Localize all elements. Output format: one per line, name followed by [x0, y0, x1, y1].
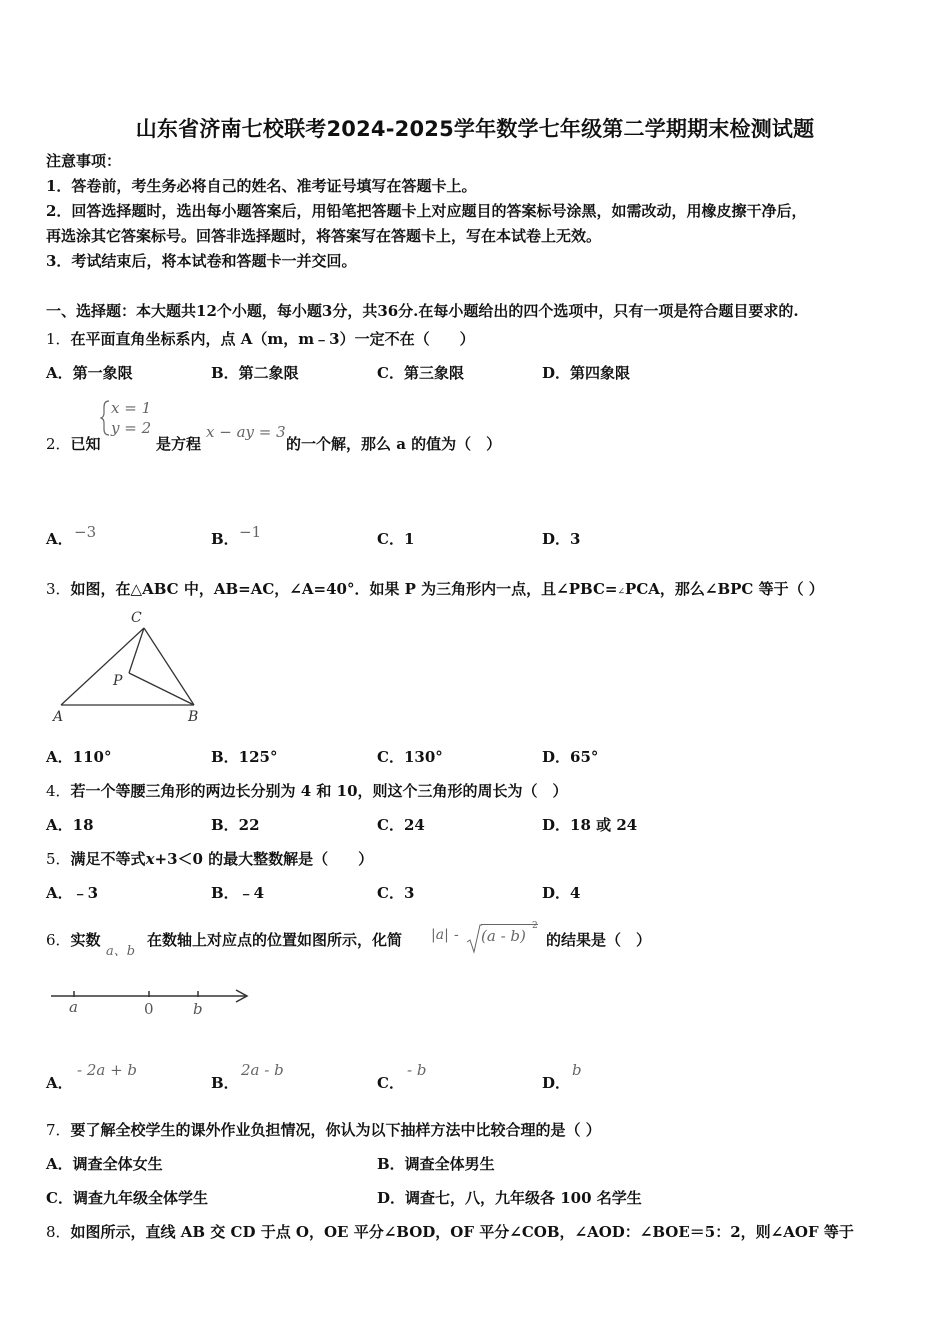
q2-option-c: C．1: [377, 530, 415, 548]
q6-option-d: D．: [542, 1074, 571, 1092]
side-bc: [144, 628, 194, 705]
sqrt-bar: [481, 924, 538, 925]
vertex-label-a: A: [53, 709, 64, 725]
page-title: 山东省济南七校联考2024-2025学年数学七年级第二学期期末检测试题: [135, 117, 815, 141]
notice-item-2b: 再选涂其它答案标号。回答非选择题时，将答案写在答题卡上，写在本试卷上无效。: [46, 227, 602, 245]
q3-option-d: D．65°: [542, 748, 599, 766]
q4-option-d: D．18 或 24: [542, 816, 638, 834]
option-label: A．: [46, 530, 73, 548]
question-number: 8．: [46, 1223, 71, 1241]
exponent: 2: [532, 921, 538, 931]
variables-a-b: a、b: [106, 944, 136, 959]
minus-sign: -: [454, 927, 459, 943]
q7-option-c: C．调查九年级全体学生: [46, 1189, 208, 1207]
q5-option-b: B．﹣4: [211, 884, 265, 902]
q2-option-d: D．3: [542, 530, 581, 548]
question-number: 4．: [46, 782, 71, 800]
q4-option-b: B．22: [211, 816, 260, 834]
sqrt-inner: (a - b): [481, 927, 526, 945]
question-4: [46, 781, 568, 801]
question-number: 3．: [46, 580, 71, 598]
notice-item-3: 3．考试结束后，将本试卷和答题卡一并交回。: [46, 252, 357, 270]
q2-option-b-value: −1: [239, 523, 262, 541]
question-text-2: PCA，那么∠BPC 等于（ ）: [625, 580, 824, 598]
q6-option-a-value: - 2a + b: [77, 1061, 138, 1079]
q6-option-b-value: 2a - b: [241, 1061, 284, 1079]
q1-option-a: A．第一象限: [46, 364, 133, 382]
question-number: 2．: [46, 435, 71, 453]
label-b: b: [193, 1000, 203, 1018]
question-text: 满足不等式: [70, 850, 146, 868]
point-label-p: P: [113, 673, 123, 689]
question-number: 6．: [46, 931, 71, 949]
q1-option-b: B．第二象限: [211, 364, 299, 382]
abs-a: |a|: [431, 927, 449, 943]
question-3: [46, 579, 824, 602]
question-1: [46, 329, 475, 349]
question-6-text-3: 的结果是（ ）: [546, 931, 652, 949]
question-text: 若一个等腰三角形的两边长分别为 4 和 10，则这个三角形的周长为（ ）: [70, 782, 568, 800]
q3-option-b: B．125°: [211, 748, 278, 766]
vertex-label-c: C: [131, 610, 142, 626]
triangle-figure: [46, 606, 216, 726]
option-label: B．: [211, 530, 239, 548]
sqrt-icon: [466, 924, 482, 956]
q7-option-a: A．调查全体女生: [46, 1155, 163, 1173]
notice-item-1: 1．答卷前，考生务必将自己的姓名、准考证号填写在答题卡上。: [46, 177, 477, 195]
small-angle-symbol: ∠: [617, 587, 626, 597]
q6-option-b: B．: [211, 1074, 239, 1092]
equation-system-brace: [100, 398, 160, 440]
q6-option-a: A．: [46, 1074, 73, 1092]
question-number: 5．: [46, 850, 71, 868]
question-6-start: [46, 930, 101, 950]
q3-option-a: A．110°: [46, 748, 112, 766]
notice-item-2a: 2．回答选择题时，选出每小题答案后，用铅笔把答题卡上对应题目的答案标号涂黑，如需改动，用橡皮擦干净后，: [46, 202, 807, 220]
question-number: 1．: [46, 330, 71, 348]
q6-option-d-value: b: [572, 1061, 582, 1079]
question-text: 如图所示，直线 AB 交 CD 于点 O，OE 平分∠BOD，OF 平分∠COB，∠AOD：∠BOE＝5：2，则∠AOF 等于: [70, 1223, 854, 1241]
section-heading: 一、选择题：本大题共12个小题，每小题3分，共36分.在每小题给出的四个选项中，只有一项是符合题目要求的.: [46, 302, 799, 320]
q7-option-d: D．调查七，八，九年级各 100 名学生: [377, 1189, 642, 1207]
q2-option-a: [46, 529, 73, 549]
q4-option-a: A．18: [46, 816, 94, 834]
notice-heading: 注意事项：: [46, 152, 122, 170]
label-zero: 0: [144, 1000, 154, 1018]
question-2-text-2: 是方程: [156, 435, 202, 453]
q2-option-a-value: −3: [74, 523, 97, 541]
vertex-label-b: B: [188, 709, 199, 725]
question-text: 实数: [70, 931, 101, 949]
q6-option-c: C．: [377, 1074, 404, 1092]
q3-option-c: C．130°: [377, 748, 443, 766]
question-text: 已知: [70, 435, 101, 453]
question-7: [46, 1120, 601, 1140]
q5-option-c: C．3: [377, 884, 415, 902]
question-text: 如图，在△ABC 中，AB=AC，∠A=40°．如果 P 为三角形内一点，且∠PBC=: [70, 580, 618, 598]
question-8: [46, 1222, 854, 1242]
question-2-text-3: 的一个解，那么 a 的值为（ ）: [286, 435, 502, 453]
q4-option-c: C．24: [377, 816, 425, 834]
question-5: [46, 849, 373, 869]
q5-option-d: D．4: [542, 884, 581, 902]
question-6-text-2: 在数轴上对应点的位置如图所示，化简: [147, 931, 403, 949]
question-2-equation: x − ay = 3: [206, 423, 286, 441]
q1-option-d: D．第四象限: [542, 364, 631, 382]
question-2-number: [46, 434, 101, 454]
number-line: [46, 983, 256, 1023]
q1-option-c: C．第三象限: [377, 364, 464, 382]
q5-option-a: A．﹣3: [46, 884, 99, 902]
question-text-2: +3＜0 的最大整数解是（ ）: [154, 850, 374, 868]
q2-option-b: [211, 529, 239, 549]
system-line-2: y = 2: [111, 419, 152, 437]
q6-option-c-value: - b: [407, 1061, 427, 1079]
system-line-1: x = 1: [111, 399, 152, 417]
q7-option-b: B．调查全体男生: [377, 1155, 495, 1173]
question-text: 要了解全校学生的课外作业负担情况，你认为以下抽样方法中比较合理的是（ ）: [70, 1121, 601, 1139]
question-number: 7．: [46, 1121, 71, 1139]
variable-x: x: [145, 850, 155, 868]
question-text: 在平面直角坐标系内，点 A（m，m﹣3）一定不在（ ）: [70, 330, 475, 348]
label-a: a: [69, 998, 78, 1016]
